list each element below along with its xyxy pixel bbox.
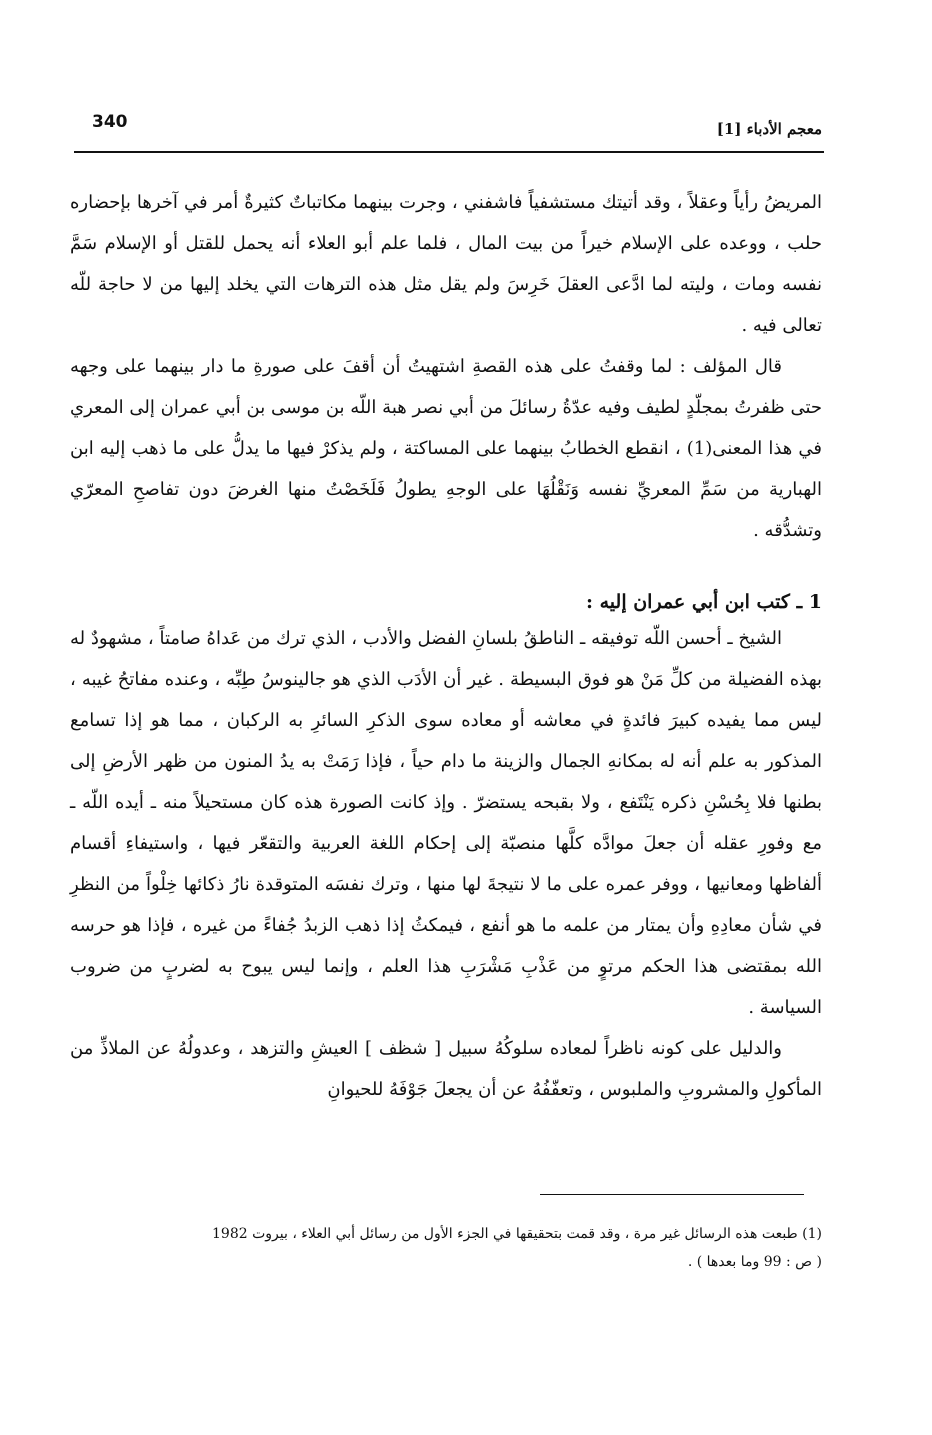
page-header: [70, 112, 822, 152]
main-text-top: [70, 182, 822, 551]
section-heading: 1 ـ كتب ابن أبي عمران إليه :: [585, 591, 822, 613]
paragraph-4: والدليل على كونه ناظراً لمعاده سلوكُهُ سبيل [ شظف ] العيشِ والتزهد ، وعدولُهُ عن الملاذِّ من المأكولِ والمشروبِ والملبوس ، وتعفّفُهُ عن أن يجعلَ جَوْفَهُ للحيوانِ: [70, 1038, 822, 1100]
paragraph-3: الشيخ ـ أحسن اللّه توفيقه ـ الناطقُ بلسانِ الفضل والأدب ، الذي ترك من عَداهُ صامتاً ، مشهودٌ له بهذه الفضيلة من كلِّ مَنْ هو فوق البسيطة . غير أن الأدَب الذي هو جالينوسُ طِبِّه ، وعنده مفاتحُ غيبه ، ليس مما يفيده كبيرَ فائدةٍ في معاشه أو معاده سوى الذكرِ السائرِ به الركبان ، مما هو إذا تسامع المذكور به علم أنه له بمكانهِ الجمال والزينة ما دام حياً ، فإذا رَمَتْ به يدُ المنون من ظهر الأرضِ إلى بطنها فلا بِحُسْنِ ذكره يَنْتَفع ، ولا بقبحه يستضرّ . وإذ كانت الصورة هذه كان مستحيلاً منه ـ أيده اللّه ـ مع وفورِ عقله أن جعلَ موادَّه كلَّها منصبّة إلى إحكام اللغة العربية والتقعّر فيها ، واستيفاءِ أقسام ألفاظها ومعانيها ، ووفر عمره على ما لا نتيجةَ لها منها ، وترك نفسَه المتوقدة نارُ ذكائها خِلْواً من النظرِ في شأن معادِهِ وأن يمتار من علمه ما هو أنفع ، فيمكثُ إذا ذهب الزبدُ جُفاءً من غيره ، فإذا هو حرسه الله بمقتضى هذا الحكم مرتوٍ من عَذْبِ مَشْرَبِ هذا العلم ، وإنما ليس يبوح به لضربٍ من ضروب السياسة .: [70, 628, 822, 1018]
page-number: 340: [92, 112, 128, 132]
main-text-bottom: [70, 618, 822, 1110]
header-rule: [74, 151, 824, 153]
footnote-line-2: ( ص : 99 وما بعدها ) .: [687, 1254, 822, 1270]
footnote-rule: [540, 1194, 804, 1195]
footnote: [70, 1220, 822, 1276]
running-title: معجم الأدباء [1]: [716, 120, 822, 138]
paragraph-1: المريضُ رأياً وعقلاً ، وقد أتيتك مستشفياً فاشفني ، وجرت بينهما مكاتباتٌ كثيرةٌ أمر في آخرها بإحضاره حلب ، ووعده على الإسلام خيراً من بيت المال ، فلما علم أبو العلاء أنه يحمل للقتل أو الإسلام سَمَّ نفسه ومات ، وليته لما ادَّعى العقلَ خَرِسَ ولم يقل مثل هذه الترهات التي يخلد إليها من لا حاجة للّه تعالى فيه .: [70, 192, 822, 336]
paragraph-2: قال المؤلف : لما وقفتُ على هذه القصةِ اشتهيتُ أن أقفَ على صورةِ ما دار بينهما على وجهه حتى ظفرتُ بمجلّدٍ لطيف وفيه عدّةُ رسائلَ من أبي نصر هبة اللّه بن موسى بن أبي عمران إلى المعري في هذا المعنى(1) ، انقطع الخطابُ بينهما على المساكتة ، ولم يذكرْ فيها ما يدلُّ على ما ذهب إليه ابن الهبارية من سَمِّ المعريِّ نفسه وَنَقْلُهَا على الوجهِ يطولُ فَلَخَصْتُ منها الغرضَ دون تفاصحِ المعرّي وتشدُّقه .: [70, 356, 823, 541]
footnote-line-1: (1) طبعت هذه الرسائل غير مرة ، وقد قمت بتحقيقها في الجزء الأول من رسائل أبي العلاء ، بيروت 1982: [212, 1226, 822, 1242]
